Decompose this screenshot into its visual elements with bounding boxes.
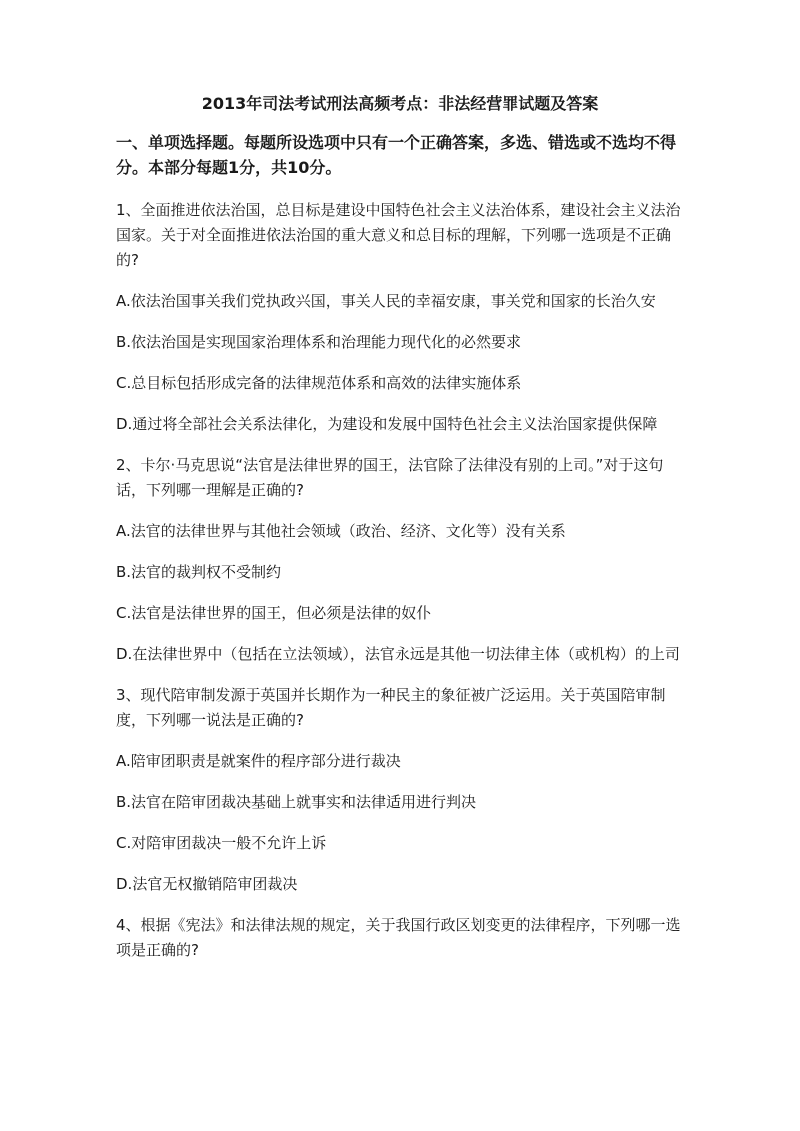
option-c: C.对陪审团裁决一般不允许上诉 [116, 834, 327, 852]
option-a: A.法官的法律世界与其他社会领域（政治、经济、文化等）没有关系 [116, 522, 566, 540]
document-page [116, 92, 684, 979]
question-2 [116, 453, 684, 667]
question-stem: 3、现代陪审制发源于英国并长期作为一种民主的象征被广泛运用。关于英国陪审制度，下列哪一说法是正确的? [116, 686, 666, 729]
option-b: B.法官的裁判权不受制约 [116, 563, 282, 581]
section-heading: 一、单项选择题。每题所设选项中只有一个正确答案，多选、错选或不选均不得分。本部分每题1分，共10分。 [116, 133, 677, 177]
option-d: D.通过将全部社会关系法律化，为建设和发展中国特色社会主义法治国家提供保障 [116, 415, 658, 433]
question-stem: 4、根据《宪法》和法律法规的规定，关于我国行政区划变更的法律程序，下列哪一选项是正确的? [116, 916, 681, 959]
option-b: B.法官在陪审团裁决基础上就事实和法律适用进行判决 [116, 793, 477, 811]
document-title: 2013年司法考试刑法高频考点：非法经营罪试题及答案 [201, 94, 599, 113]
option-d: D.在法律世界中（包括在立法领域），法官永远是其他一切法律主体（或机构）的上司 [116, 645, 680, 663]
question-3 [116, 683, 684, 897]
question-stem: 2、卡尔·马克思说“法官是法律世界的国王，法官除了法律没有别的上司。”对于这句话，下列哪一理解是正确的? [116, 456, 664, 499]
option-b: B.依法治国是实现国家治理体系和治理能力现代化的必然要求 [116, 333, 522, 351]
option-a: A.依法治国事关我们党执政兴国，事关人民的幸福安康，事关党和国家的长治久安 [116, 292, 656, 310]
option-c: C.总目标包括形成完备的法律规范体系和高效的法律实施体系 [116, 374, 522, 392]
question-1 [116, 198, 684, 437]
option-c: C.法官是法律世界的国王，但必须是法律的奴仆 [116, 604, 432, 622]
option-d: D.法官无权撤销陪审团裁决 [116, 875, 298, 893]
question-stem: 1、全面推进依法治国，总目标是建设中国特色社会主义法治体系，建设社会主义法治国家。关于对全面推进依法治国的重大意义和总目标的理解，下列哪一选项是不正确的? [116, 201, 681, 269]
option-a: A.陪审团职责是就案件的程序部分进行裁决 [116, 752, 401, 770]
question-4 [116, 913, 684, 963]
